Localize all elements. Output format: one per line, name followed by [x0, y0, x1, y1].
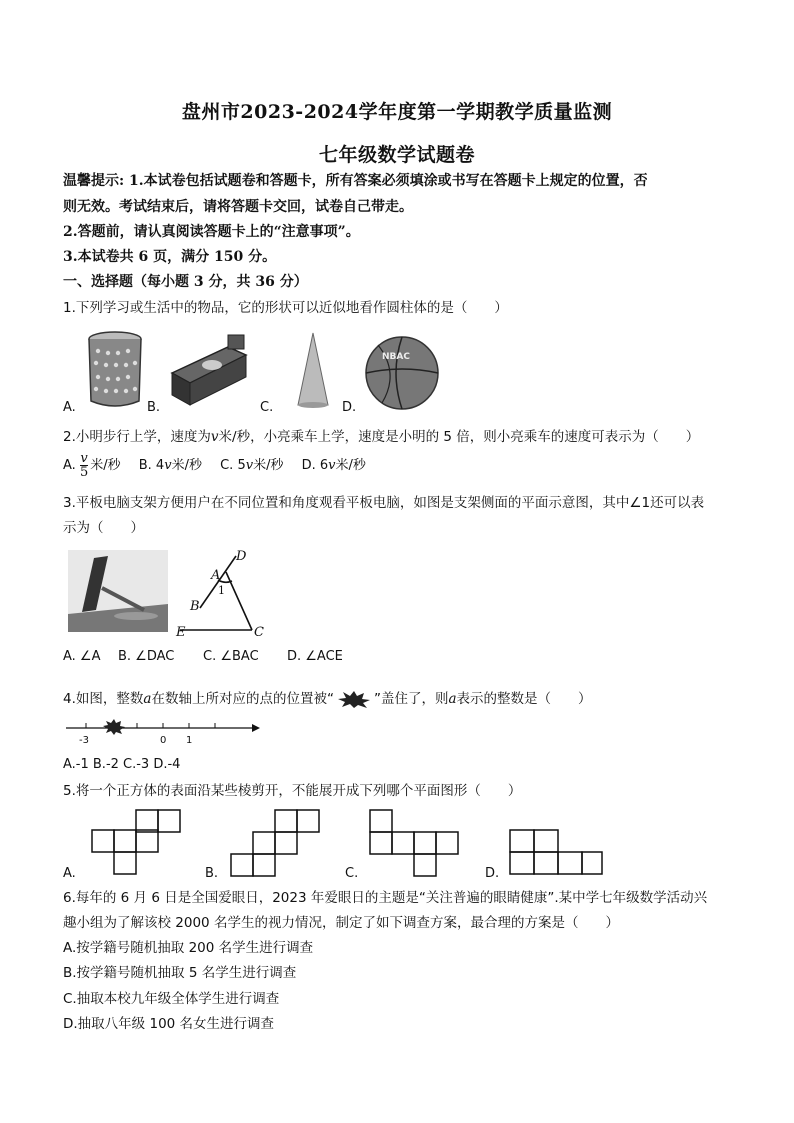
net-a — [92, 810, 180, 874]
point-e-label: E — [176, 625, 186, 638]
exam-subtitle: 七年级数学试题卷 — [318, 144, 475, 166]
tip-line-1: 温馨提示: 1.本试卷包括试题卷和答题卡，所有答案必须填涂或书写在答题卡上规定的位置，否 — [63, 173, 648, 189]
splat-icon — [334, 690, 374, 708]
q3-opt-c: C. ∠BAC — [203, 649, 259, 664]
q5-label-b: B. — [205, 866, 219, 881]
ball-label: NBAC — [382, 352, 410, 362]
point-d-label: D — [236, 549, 247, 564]
q5-label-d: D. — [485, 866, 500, 881]
q4-options: A.-1 B.-2 C.-3 D.-4 — [63, 757, 181, 772]
net-d — [510, 830, 602, 874]
q6-opt-d: D.抽取八年级 100 名女生进行调查 — [63, 1016, 275, 1032]
q3-opt-b: B. ∠DAC — [118, 649, 175, 664]
q6-opt-b: B.按学籍号随机抽取 5 名学生进行调查 — [63, 965, 297, 981]
q1-label-b: B. — [147, 400, 161, 415]
splat-cover-icon — [103, 719, 125, 735]
point-c-label: C — [254, 625, 264, 638]
q6-opt-a: A.按学籍号随机抽取 200 名学生进行调查 — [63, 940, 314, 956]
q2-opt-a-unit: 米/秒 — [90, 458, 121, 473]
cone-image — [298, 333, 328, 408]
q1-label-c: C. — [260, 400, 274, 415]
section-title: 一、选择题（每小题 3 分，共 36 分） — [63, 274, 308, 290]
q1-label-a: A. — [63, 400, 76, 415]
question-6-line-1: 6.每年的 6 月 6 日是全国爱眼日，2023 年爱眼日的主题是“关注普遍的眼睛健康”.某中学七年级数学活动兴 — [63, 890, 708, 906]
q2-opt-a-label: A. — [63, 458, 76, 473]
question-3-line-1: 3.平板电脑支架方便用户在不同位置和角度观看平板电脑，如图是支架侧面的平面示意图，其中∠1还可以表 — [63, 495, 705, 511]
tip-line-2: 则无效。考试结束后，请将答题卡交回，试卷自己带走。 — [63, 199, 413, 215]
question-2 — [63, 428, 699, 446]
question-3-line-2: 示为（ ） — [63, 520, 144, 536]
q2-text-pre: 2.小明步行上学，速度为 — [63, 429, 211, 445]
q2-opt-d: D. 6v米/秒 — [301, 458, 366, 473]
angle-1-label: 1 — [218, 584, 225, 597]
q6-opt-c: C.抽取本校九年级全体学生进行调查 — [63, 991, 280, 1007]
q5-label-a: A. — [63, 866, 76, 881]
basketball-image — [366, 337, 438, 409]
q2-text-mid: 米/秒，小亮乘车上学，速度是小明的 5 倍，则小亮乘车的速度可表示为（ ） — [218, 429, 700, 445]
tip-line-3: 2.答题前，请认真阅读答题卡上的“注意事项”。 — [63, 224, 360, 240]
pen-holder-image — [89, 332, 141, 406]
tablet-stand-image — [68, 550, 168, 632]
exam-title: 盘州市2023-2024学年度第一学期教学质量监测 — [181, 101, 613, 123]
tick-minus-3: -3 — [79, 735, 89, 746]
tip-line-4: 3.本试卷共 6 页，满分 150 分。 — [63, 249, 277, 265]
net-c — [370, 810, 458, 876]
number-line — [64, 718, 264, 748]
point-a-label: A — [211, 568, 221, 583]
pencil-box-image — [172, 335, 246, 405]
q5-nets — [60, 808, 620, 878]
q2-var-v: v — [210, 429, 219, 445]
q5-label-c: C. — [345, 866, 359, 881]
q2-opt-b: B. 4v米/秒 — [138, 458, 202, 473]
q2-options — [63, 452, 366, 479]
q2-opt-a-fraction: $\frac{v}{5}$ — [79, 451, 89, 480]
point-b-label: B — [190, 599, 200, 614]
q3-opt-a: A. ∠A — [63, 649, 101, 664]
tick-1: 1 — [186, 735, 193, 746]
q3-figures — [66, 548, 286, 638]
question-5: 5.将一个正方体的表面沿某些棱剪开，不能展开成下列哪个平面图形（ ） — [63, 783, 522, 799]
question-4: 4.如图，整数a在数轴上所对应的点的位置被“ ”盖住了，则a表示的整数是（ ） — [63, 691, 592, 707]
tick-0: 0 — [160, 735, 167, 746]
net-b — [231, 810, 319, 876]
question-1: 1.下列学习或生活中的物品，它的形状可以近似地看作圆柱体的是（ ） — [63, 300, 508, 316]
q2-opt-c: C. 5v米/秒 — [220, 458, 284, 473]
question-6-line-2: 趣小组为了解该校 2000 名学生的视力情况，制定了如下调查方案，最合理的方案是（ ） — [63, 915, 619, 931]
q3-opt-d: D. ∠ACE — [287, 649, 343, 664]
q1-label-d: D. — [342, 400, 357, 415]
